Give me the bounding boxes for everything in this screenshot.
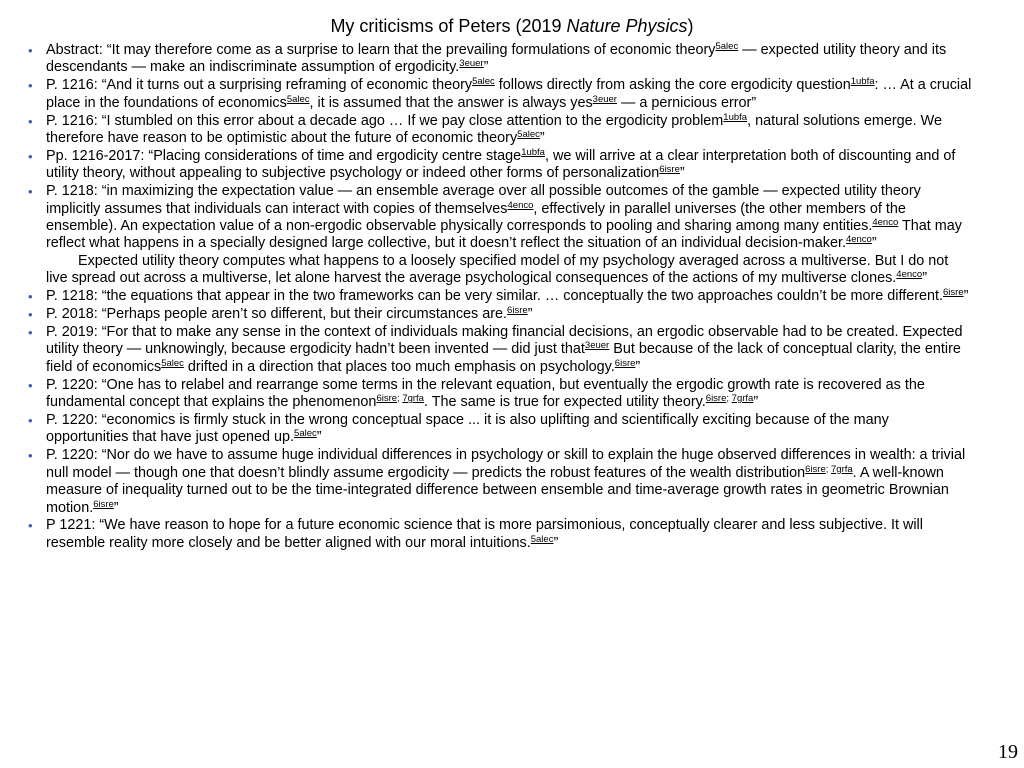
item-text: drifted in a direction that places too much emphasis on psychology. <box>183 358 615 375</box>
item-text: P. 2019: “For that to make any sense in the context of individuals making financial decisions, an ergodic observable had to be created. Expected utility theory — unknowingly, because ergodicity hadn’t been invented — did just that <box>46 324 963 358</box>
reference-link[interactable]: 5alec <box>517 129 540 141</box>
item-text: ” <box>539 130 545 147</box>
bullet-icon: • <box>28 184 33 200</box>
bullet-icon: • <box>28 148 33 164</box>
reference-link[interactable]: 7grfa <box>731 393 754 405</box>
item-text: ” <box>871 235 877 252</box>
item-text: : … At a crucial place in the foundations of economics <box>46 77 972 111</box>
item-text: , we will arrive at a clear interpretation both of discounting and of utility theory, without appealing to subjective psychology or indeed other forms of personalization <box>46 147 956 182</box>
bullet-icon: • <box>28 113 33 129</box>
list-item <box>28 148 973 183</box>
reference-link[interactable]: 6isre <box>614 357 636 369</box>
item-text: ” <box>316 429 322 446</box>
item-text: Abstract: “It may therefore come as a surprise to learn that the prevailing formulations of economic theory <box>46 42 716 58</box>
item-text: P. 1218: “the equations that appear in the two frameworks can be very similar. … conceptually the two approaches couldn’t be more different. <box>46 288 943 305</box>
indented-paragraph <box>46 253 973 288</box>
item-text: P. 1218: “in maximizing the expectation value — an ensemble average over all possible outcomes of the gamble — expected utility theory implicitly assumes that individuals can interact with copies of themselves <box>46 183 921 217</box>
title-suffix: ) <box>687 16 694 36</box>
list-item <box>28 377 973 412</box>
reference-separator: ; <box>726 393 732 405</box>
item-text: ” <box>527 306 533 323</box>
item-text: Expected utility theory computes what happens to a loosely specified model of my psychology averaged across a multiverse. But I do not live spread out across a multiverse, let alone harvest the average psychological consequences of the actions of my multiverse clones. <box>46 252 949 287</box>
reference-link[interactable]: 1ubfa <box>850 76 875 88</box>
list-item <box>28 324 973 376</box>
item-text: ” <box>483 59 489 76</box>
reference-link[interactable]: 4enco <box>845 234 872 246</box>
list-item <box>28 77 973 112</box>
reference-link[interactable]: 3euer <box>592 93 617 105</box>
reference-link[interactable]: 5alec <box>294 428 317 440</box>
item-text: . A well-known measure of inequality turned out to be the time-integrated difference between ensemble and time-average growth rates in geometric Brownian motion. <box>46 464 949 516</box>
bullet-icon: • <box>28 43 33 58</box>
item-text: — a pernicious error” <box>616 94 757 111</box>
bullet-icon: • <box>28 289 33 305</box>
reference-link[interactable]: 5alec <box>715 41 739 52</box>
reference-link[interactable]: 3euer <box>459 58 484 70</box>
item-text: ” <box>753 394 759 411</box>
item-text: . The same is true for expected utility theory. <box>423 394 706 411</box>
item-text: But because of the lack of conceptual clarity, the entire field of economics <box>46 341 961 375</box>
item-text: That may reflect what happens in a specially designed large collective, but it doesn’t reflect the situation of an individual decision-maker. <box>46 218 962 252</box>
reference-link[interactable]: 6isre <box>805 463 826 475</box>
item-text: — expected utility theory and its descendants — make an indiscriminate assumption of ergodicity. <box>46 42 947 76</box>
page-number: 19 <box>998 741 1018 763</box>
bullet-icon: • <box>28 377 33 393</box>
item-text: P. 1216: “And it turns out a surprising reframing of economic theory <box>46 77 473 94</box>
slide-title <box>0 14 1024 38</box>
item-text: P 1221: “We have reason to hope for a future economic science that is more parsimonious, conceptually clearer and less subjective. It will resemble reality more closely and be better aligned with our moral intuitions. <box>46 517 923 551</box>
bullet-icon: • <box>28 325 33 340</box>
reference-separator: ; <box>825 463 832 475</box>
reference-link[interactable]: 7grfa <box>831 463 853 475</box>
item-text: ” <box>113 499 119 516</box>
list-item <box>28 306 973 323</box>
item-text: P. 1216: “I stumbled on this error about a decade ago … If we pay close attention to the ergodicity problem <box>46 112 724 129</box>
list-item <box>28 183 973 287</box>
item-text: ” <box>963 288 969 305</box>
reference-link[interactable]: 6isre <box>507 305 528 317</box>
item-text: P. 1220: “economics is firmly stuck in the wrong conceptual space ... it is also uplifting and scientifically exciting because of the many opportunities that have just opened up. <box>46 412 889 446</box>
reference-link[interactable]: 6isre <box>943 287 964 299</box>
item-text: follows directly from asking the core ergodicity question <box>494 77 851 94</box>
item-text: ” <box>553 534 559 551</box>
title-prefix: My criticisms of Peters (2019 <box>330 16 567 36</box>
item-text: ” <box>679 165 685 182</box>
reference-link[interactable]: 4enco <box>896 269 923 281</box>
reference-separator: ; <box>397 393 403 405</box>
list-item <box>28 113 973 148</box>
reference-link[interactable]: 5alec <box>530 533 554 545</box>
reference-link[interactable]: 3euer <box>584 340 610 352</box>
reference-link[interactable]: 6isre <box>93 498 114 510</box>
reference-link[interactable]: 4enco <box>507 199 534 211</box>
bullet-icon: • <box>28 448 33 464</box>
list-item <box>28 288 973 305</box>
item-text: , effectively in parallel universes (the other members of the ensemble). An expectation value of a non-ergodic observable physically corresponds to pooling and sharing among many entities. <box>46 200 906 235</box>
reference-link[interactable]: 6isre <box>659 164 680 176</box>
reference-link[interactable]: 5alec <box>161 357 184 369</box>
reference-link[interactable]: 6isre <box>705 393 727 405</box>
reference-link[interactable]: 4enco <box>872 217 899 229</box>
list-item <box>28 412 973 447</box>
reference-link[interactable]: 5alec <box>286 93 310 105</box>
list-item <box>28 447 973 517</box>
list-item <box>28 517 973 552</box>
bullet-icon: • <box>28 78 33 94</box>
item-text: ” <box>635 358 641 375</box>
reference-link[interactable]: 7grfa <box>402 393 424 405</box>
bullet-icon: • <box>28 518 33 534</box>
item-text: P. 2018: “Perhaps people aren’t so different, but their circumstances are. <box>46 306 508 323</box>
item-text: , it is assumed that the answer is always yes <box>309 94 593 111</box>
item-text: P. 1220: “Nor do we have to assume huge individual differences in psychology or skill to explain the huge observed differences in wealth: a trivial null model — though one that doesn’t blindly assume ergodicity — predicts the robust features of the wealth distribution <box>46 447 966 481</box>
item-text: , natural solutions emerge. We therefore have reason to be optimistic about the future of economic theory <box>46 112 942 147</box>
title-journal: Nature Physics <box>566 16 688 36</box>
bullet-icon: • <box>28 413 33 429</box>
criticism-list <box>28 42 973 553</box>
reference-link[interactable]: 1ubfa <box>521 146 545 158</box>
list-item <box>28 42 973 77</box>
reference-link[interactable]: 5alec <box>472 76 495 88</box>
reference-link[interactable]: 1ubfa <box>723 111 748 123</box>
item-text: P. 1220: “One has to relabel and rearrange some terms in the relevant equation, but eventually the ergodic growth rate is recovered as the fundamental concept that explains the phenomenon <box>46 376 925 411</box>
bullet-icon: • <box>28 307 33 323</box>
item-text: Pp. 1216-2017: “Placing considerations of time and ergodicity centre stage <box>46 147 522 164</box>
reference-link[interactable]: 6isre <box>376 393 398 405</box>
item-text: ” <box>922 270 927 287</box>
